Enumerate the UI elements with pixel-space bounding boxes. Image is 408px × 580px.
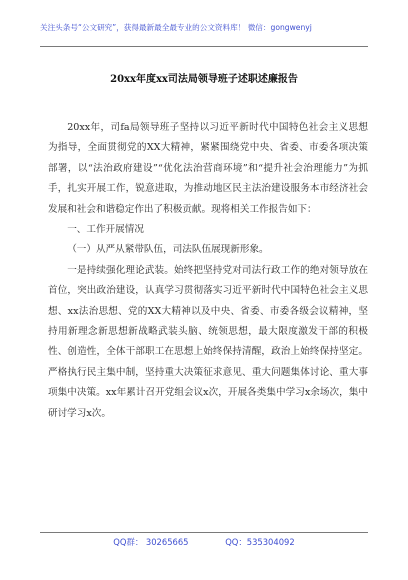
- body-paragraph: 一是持续强化理论武装。始终把坚持党对司法行政工作的绝对领导放在首位，突出政治建设，认真学习贯彻落实习近平新时代中国特色社会主义思想、xx法治思想、党的XX大精神以及中央、省委、市委各级会议精神，坚持用新理念新思想新战略武装头脑、统领思想，最大限度激发干部的积极性、创造性，全体干部职工在思想上始终保持清醒，政治上始终保持坚定。严格执行民主集中制，坚持重大决策征求意见、重大问题集体讨论、重大事项集中决策。xx年累计召开党组会议x次，开展各类集中学习x余场次，集中研讨学习x次。: [48, 264, 368, 419]
- document-body: [48, 118, 368, 424]
- header-divider: [40, 46, 368, 47]
- footer-qq-contact: QQ：535304092: [225, 537, 295, 547]
- document-title: 20xx年度xx司法局领导班子述职述廉报告: [110, 74, 298, 85]
- subsection-heading: （一）从严从紧带队伍，司法队伍展现新形象。: [67, 244, 269, 256]
- intro-paragraph: 20xx年，司fa局领导班子坚持以习近平新时代中国特色社会主义思想为指导，全面贯彻党的XX大精神，紧紧围绕党中央、省委、市委各项决策部署，以“法治政府建设”“优化法治营商环境”和“提升社会治理能力”为抓手，扎实开展工作，锐意进取，为推动地区民主法治建设服务本市经济社会发展和社会和谐稳定作出了积极贡献。现将相关工作报告如下：: [48, 122, 368, 215]
- footer: [0, 536, 408, 548]
- footer-qq-group: QQ群： 30265665: [113, 537, 189, 547]
- header-banner: 关注头条号“公文研究”，获得最新最全最专业的公文资料库！ 微信：gongwenyj: [40, 23, 312, 32]
- footer-divider: [40, 532, 368, 533]
- section-heading: 一、工作开展情况: [67, 224, 144, 236]
